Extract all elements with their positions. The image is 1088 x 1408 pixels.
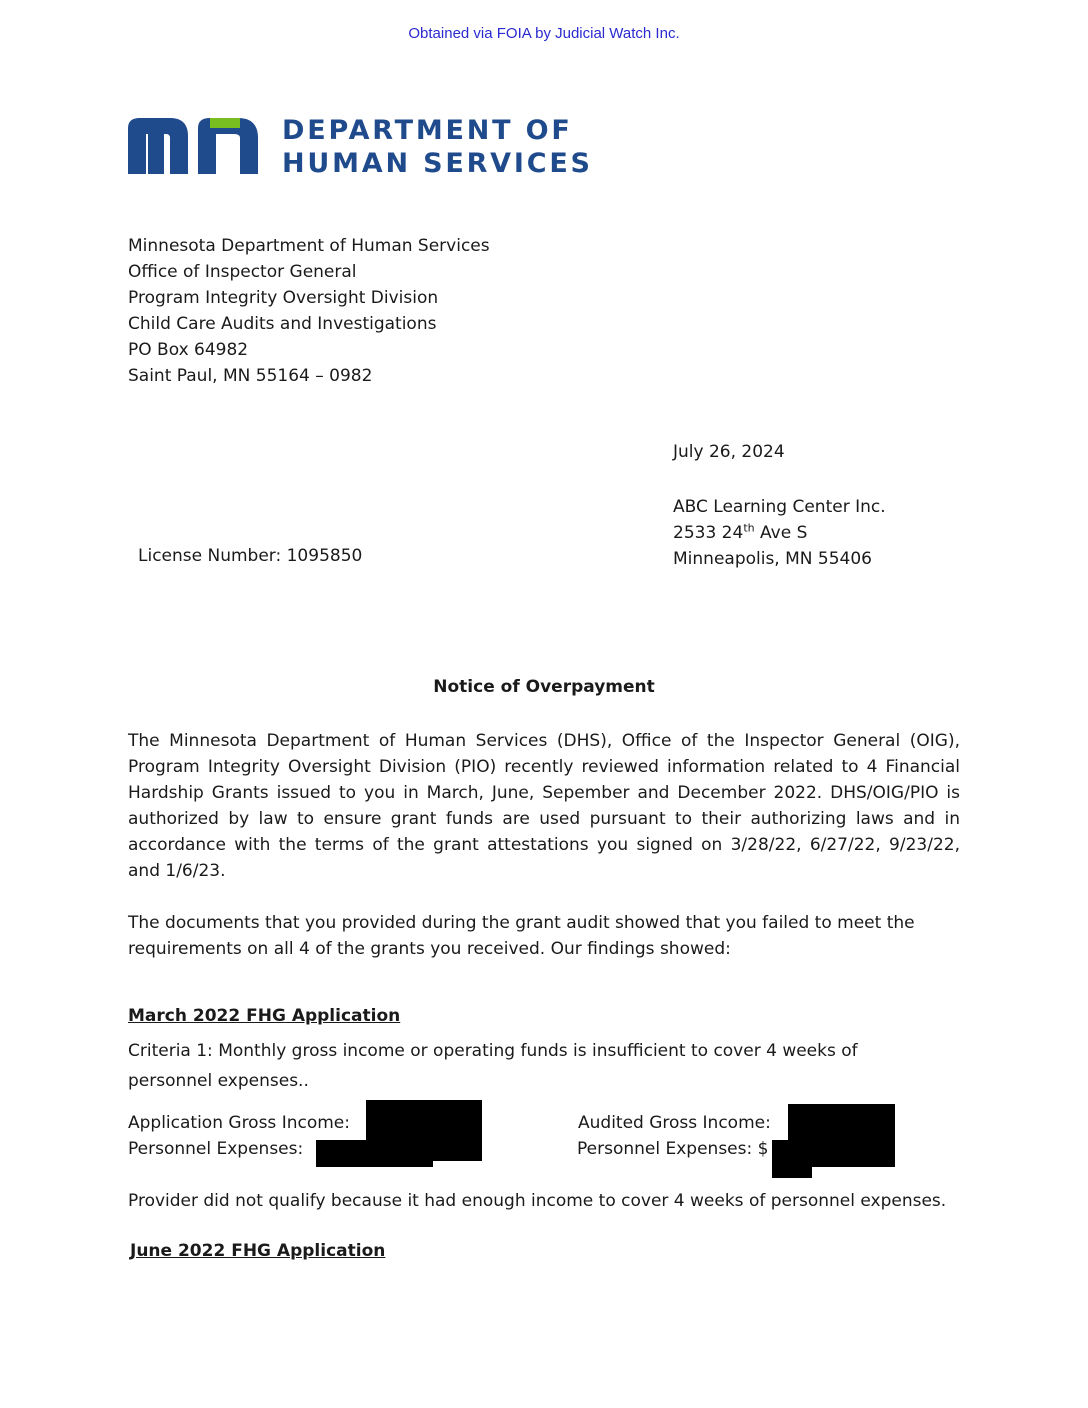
paragraph-line: and 1/6/23. xyxy=(128,861,226,881)
recipient-address xyxy=(673,494,886,572)
redaction-box xyxy=(316,1140,433,1167)
sender-line: Minnesota Department of Human Services xyxy=(128,236,490,256)
sender-address xyxy=(128,233,490,389)
foia-watermark: Obtained via FOIA by Judicial Watch Inc. xyxy=(408,25,680,42)
recipient-name: ABC Learning Center Inc. xyxy=(673,497,886,517)
audited-income-label: Audited Gross Income: xyxy=(578,1113,771,1133)
paragraph-line: The Minnesota Department of Human Services (DHS), Office of the Inspector General (OIG), xyxy=(128,731,960,751)
findings-paragraph xyxy=(128,910,960,962)
letter-date: July 26, 2024 xyxy=(673,442,785,462)
logo-wordmark xyxy=(282,114,593,180)
sender-line: Child Care Audits and Investigations xyxy=(128,314,437,334)
section-heading-march: March 2022 FHG Application xyxy=(128,1006,401,1026)
criteria-line: personnel expenses.. xyxy=(128,1071,309,1091)
logo-line-2: HUMAN SERVICES xyxy=(282,148,593,179)
sender-line: Saint Paul, MN 55164 – 0982 xyxy=(128,366,373,386)
application-expenses-label: Personnel Expenses: xyxy=(128,1139,304,1159)
application-income-label: Application Gross Income: xyxy=(128,1113,350,1133)
sender-line: PO Box 64982 xyxy=(128,340,249,360)
criteria-text xyxy=(128,1036,928,1096)
logo-line-1: DEPARTMENT OF xyxy=(282,115,573,146)
sender-line: Program Integrity Oversight Division xyxy=(128,288,439,308)
section-heading-june: June 2022 FHG Application xyxy=(130,1241,386,1261)
audited-expenses-label: Personnel Expenses: $ xyxy=(577,1139,769,1159)
paragraph-line: Program Integrity Oversight Division (PIO) recently reviewed information related to 4 Financial xyxy=(128,757,960,777)
recipient-city: Minneapolis, MN 55406 xyxy=(673,549,872,569)
sender-line: Office of Inspector General xyxy=(128,262,357,282)
paragraph-line: accordance with the terms of the grant attestations you signed on 3/28/22, 6/27/22, 9/23/22, xyxy=(128,835,960,855)
intro-paragraph xyxy=(128,728,960,884)
recipient-street: 2533 24th Ave S xyxy=(673,521,808,543)
conclusion-text: Provider did not qualify because it had enough income to cover 4 weeks of personnel expenses. xyxy=(128,1191,947,1211)
paragraph-line: requirements on all 4 of the grants you received. Our findings showed: xyxy=(128,939,731,959)
paragraph-line: Hardship Grants issued to you in March, June, Sepember and December 2022. DHS/OIG/PIO is xyxy=(128,783,960,803)
paragraph-line: authorized by law to ensure grant funds are used pursuant to their authorizing laws and in xyxy=(128,809,960,829)
redaction-box xyxy=(772,1140,812,1178)
license-number: License Number: 1095850 xyxy=(138,546,363,566)
paragraph-line: The documents that you provided during the grant audit showed that you failed to meet the xyxy=(128,913,915,933)
criteria-line: Criteria 1: Monthly gross income or operating funds is insufficient to cover 4 weeks of xyxy=(128,1041,858,1061)
dhs-logo-mark xyxy=(126,110,262,176)
notice-title: Notice of Overpayment xyxy=(433,677,655,697)
